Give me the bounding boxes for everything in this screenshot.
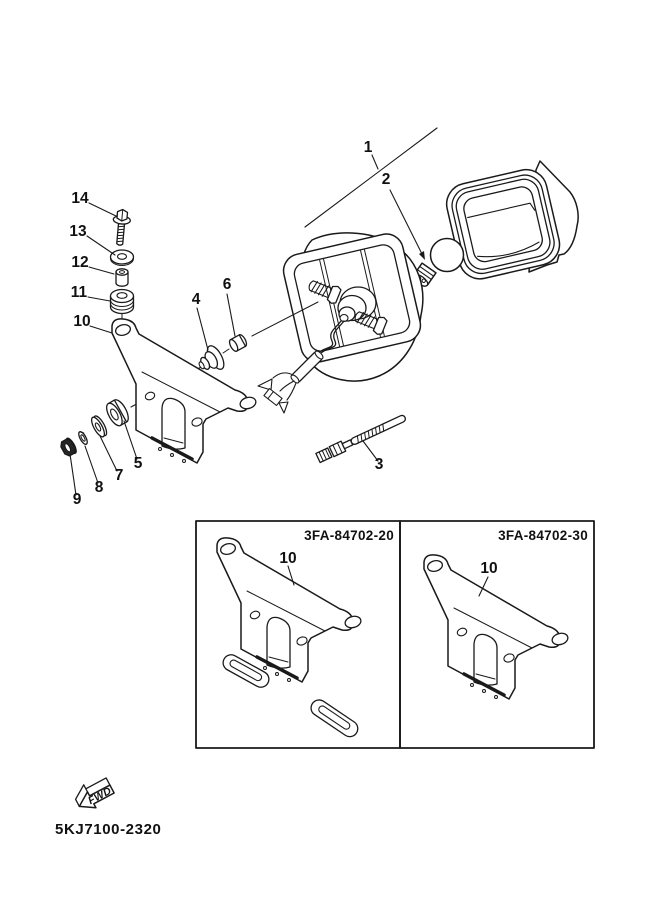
collar-6 [228, 333, 248, 352]
taillight-lens [442, 161, 578, 283]
variant-box-30 [400, 521, 594, 748]
variant-box-30-title: 3FA-84702-30 [498, 528, 588, 543]
fwd-label: FWD [86, 784, 114, 808]
variant-box-30-callout: 10 [480, 560, 498, 577]
spring-washer-8 [77, 430, 89, 445]
variant-box-20-callout: 10 [279, 550, 297, 567]
callout-14: 14 [71, 190, 89, 207]
callout-9: 9 [72, 491, 82, 508]
callout-10: 10 [73, 313, 91, 330]
callout-1: 1 [363, 139, 373, 156]
callout-2: 2 [381, 171, 391, 188]
fwd-arrow-icon [71, 774, 116, 814]
callout-11: 11 [70, 284, 88, 301]
drawing-number: 5KJ7100-2320 [55, 821, 162, 838]
variant-box-20 [196, 521, 400, 748]
cable-tie [316, 412, 408, 463]
callout-4: 4 [191, 291, 201, 308]
callout-8: 8 [94, 479, 104, 496]
collar-12 [116, 269, 128, 286]
wire-terminal-spade-icon [279, 402, 288, 413]
variant-box-20-title: 3FA-84702-20 [304, 528, 394, 543]
taillight-housing [280, 231, 424, 381]
callout-3: 3 [374, 456, 384, 473]
callout-7: 7 [114, 467, 124, 484]
washer-7 [89, 414, 109, 438]
leader-line-1-stub [372, 155, 378, 169]
grommet-5 [104, 397, 132, 428]
callout-13: 13 [69, 223, 87, 240]
nut-9 [59, 437, 78, 458]
callout-12: 12 [71, 254, 89, 271]
callout-6: 6 [222, 276, 232, 293]
bolt-14 [111, 209, 131, 246]
washer-13 [111, 250, 134, 266]
callout-5: 5 [133, 455, 143, 472]
grommet-11 [111, 290, 134, 314]
leader-arrowhead-2 [419, 251, 425, 260]
